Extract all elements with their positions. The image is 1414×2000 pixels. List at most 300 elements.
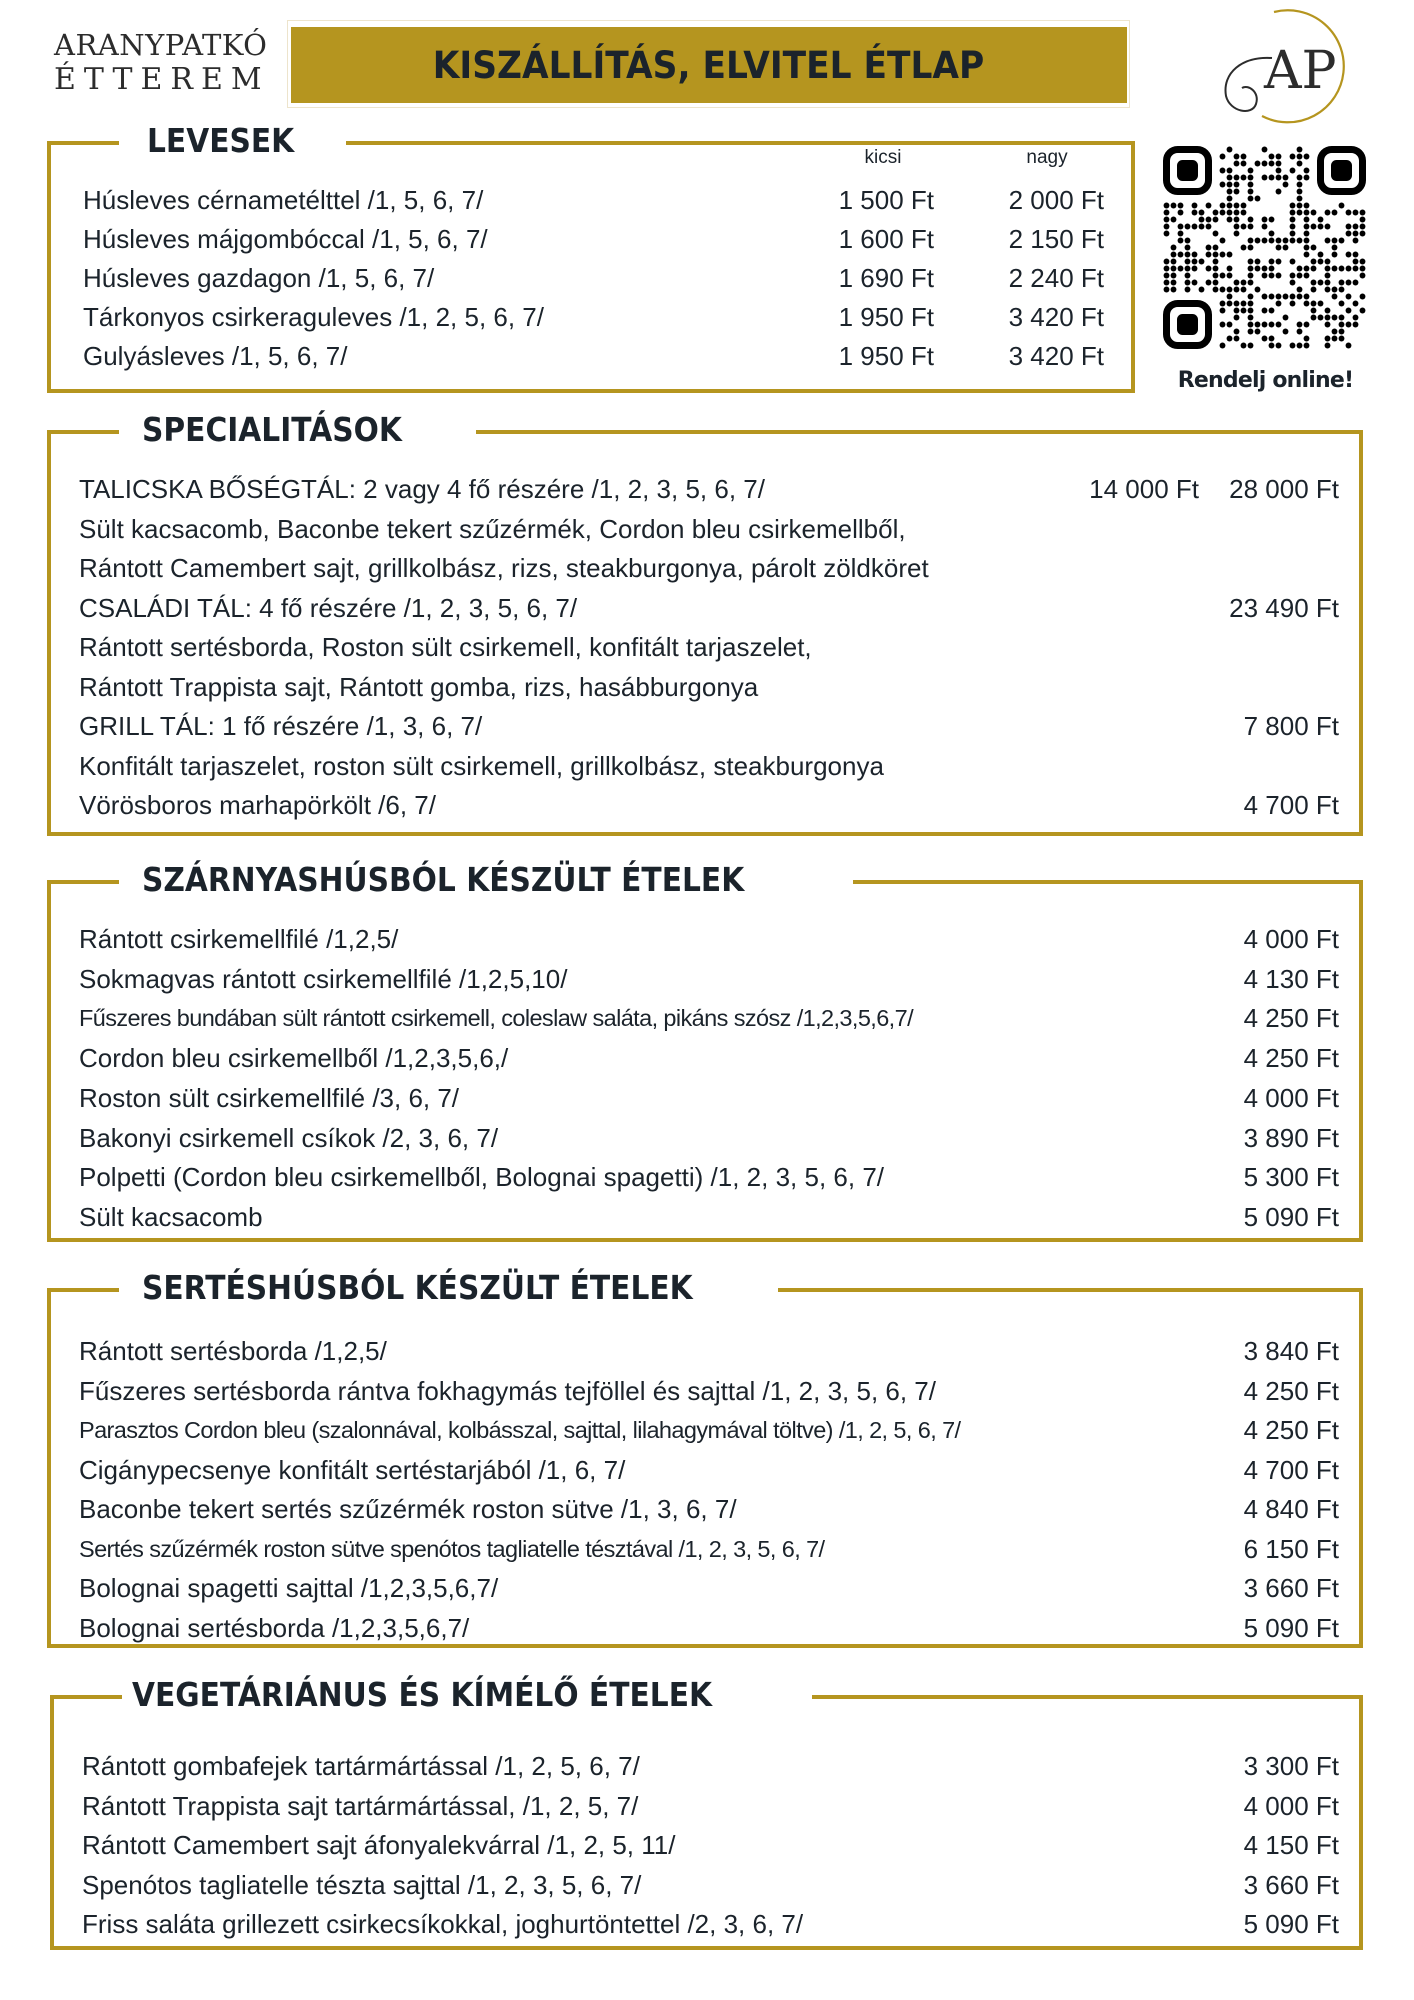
qr-module <box>1304 154 1310 160</box>
item-price-alt: 14 000 Ft <box>1089 474 1199 504</box>
qr-module <box>1178 203 1184 209</box>
qr-module <box>1206 280 1212 286</box>
qr-module <box>1241 301 1247 307</box>
item-name: Rántott csirkemellfilé /1,2,5/ <box>79 924 399 954</box>
box-top-line <box>812 1695 1363 1699</box>
qr-module <box>1255 287 1261 293</box>
qr-module <box>1290 238 1296 244</box>
qr-module <box>1206 245 1212 251</box>
qr-module <box>1227 217 1233 223</box>
qr-module <box>1234 336 1240 342</box>
menu-item <box>54 1905 1359 1943</box>
qr-module <box>1255 266 1261 272</box>
qr-module <box>1269 175 1275 181</box>
qr-module <box>1269 294 1275 300</box>
item-name: Húsleves májgombóccal /1, 5, 6, 7/ <box>83 224 488 254</box>
qr-module <box>1290 231 1296 237</box>
page-title: KISZÁLLÍTÁS, ELVITEL ÉTLAP <box>433 43 985 87</box>
qr-module <box>1248 175 1254 181</box>
qr-module <box>1339 315 1345 321</box>
qr-module <box>1360 210 1366 216</box>
item-price: 4 250 Ft <box>1243 1375 1339 1406</box>
menu-item <box>51 589 1359 627</box>
qr-module <box>1353 259 1359 265</box>
qr-module <box>1304 203 1310 209</box>
qr-module <box>1241 245 1247 251</box>
box-top-line <box>47 141 119 145</box>
qr-module <box>1339 301 1345 307</box>
qr-module <box>1332 315 1338 321</box>
qr-module <box>1269 266 1275 272</box>
qr-module <box>1276 189 1282 195</box>
qr-finder-center <box>1177 160 1198 181</box>
qr-module <box>1332 252 1338 258</box>
qr-module <box>1353 238 1359 244</box>
qr-module <box>1283 238 1289 244</box>
section-title: VEGETÁRIÁNUS ÉS KÍMÉLŐ ÉTELEK <box>132 1675 712 1714</box>
qr-module <box>1325 287 1331 293</box>
menu-item <box>51 960 1359 998</box>
qr-module <box>1339 322 1345 328</box>
menu-item <box>51 298 1131 336</box>
qr-module <box>1234 154 1240 160</box>
item-text: TALICSKA BŐSÉGTÁL: 2 vagy 4 fő részére /1, 2, 3, 5, 6, 7/ <box>79 474 765 504</box>
section-title: LEVESEK <box>147 121 295 160</box>
qr-module <box>1248 273 1254 279</box>
item-price: 5 090 Ft <box>1243 1909 1339 1939</box>
qr-module <box>1269 259 1275 265</box>
qr-module <box>1269 336 1275 342</box>
qr-module <box>1227 273 1233 279</box>
qr-module <box>1360 308 1366 314</box>
qr-module <box>1227 147 1233 153</box>
qr-module <box>1304 336 1310 342</box>
qr-module <box>1234 287 1240 293</box>
qr-module <box>1199 217 1205 223</box>
qr-module <box>1346 308 1352 314</box>
qr-module <box>1164 210 1170 216</box>
qr-module <box>1248 245 1254 251</box>
qr-module <box>1346 280 1352 286</box>
qr-module <box>1311 245 1317 251</box>
qr-module <box>1213 210 1219 216</box>
qr-module <box>1234 175 1240 181</box>
qr-module <box>1171 203 1177 209</box>
qr-module <box>1248 266 1254 272</box>
qr-module <box>1346 266 1352 272</box>
qr-module <box>1304 238 1310 244</box>
qr-module <box>1269 231 1275 237</box>
section-title: SZÁRNYASHÚSBÓL KÉSZÜLT ÉTELEK <box>142 860 745 899</box>
qr-module <box>1311 308 1317 314</box>
menu-item <box>51 668 1359 706</box>
qr-module <box>1325 210 1331 216</box>
qr-module <box>1192 259 1198 265</box>
qr-module <box>1262 224 1268 230</box>
qr-module <box>1276 343 1282 349</box>
qr-module <box>1206 217 1212 223</box>
qr-module <box>1332 287 1338 293</box>
qr-module <box>1185 245 1191 251</box>
qr-module <box>1276 161 1282 167</box>
qr-module <box>1290 224 1296 230</box>
item-name: Sült kacsacomb <box>79 1201 263 1232</box>
menu-item <box>51 1451 1359 1489</box>
item-price: 3 660 Ft <box>1243 1573 1339 1603</box>
qr-module <box>1220 203 1226 209</box>
qr-module <box>1325 273 1331 279</box>
item-price-small: 1 690 Ft <box>838 263 934 293</box>
qr-module <box>1304 343 1310 349</box>
item-name: Baconbe tekert sertés szűzérmék roston sütve /1, 3, 6, 7/ <box>79 1494 737 1524</box>
qr-module <box>1241 210 1247 216</box>
item-name: Cordon bleu csirkemellből /1,2,3,5,6,/ <box>79 1043 509 1074</box>
qr-module <box>1262 238 1268 244</box>
item-price: 3 660 Ft <box>1243 1869 1339 1900</box>
qr-module <box>1185 280 1191 286</box>
qr-module <box>1164 224 1170 230</box>
qr-module <box>1248 189 1254 195</box>
qr-module <box>1290 210 1296 216</box>
qr-module <box>1262 266 1268 272</box>
qr-module <box>1276 294 1282 300</box>
qr-finder-center <box>1177 314 1198 335</box>
box-top-line <box>346 141 1135 145</box>
qr-module <box>1325 238 1331 244</box>
menu-item <box>51 1372 1359 1410</box>
qr-module <box>1234 301 1240 307</box>
qr-module <box>1220 154 1226 160</box>
qr-module <box>1234 231 1240 237</box>
item-price-large: 2 240 Ft <box>1008 263 1104 293</box>
qr-module <box>1213 252 1219 258</box>
qr-module <box>1227 322 1233 328</box>
qr-module <box>1353 210 1359 216</box>
item-price: 3 890 Ft <box>1243 1122 1339 1153</box>
qr-module <box>1171 252 1177 258</box>
qr-module <box>1255 238 1261 244</box>
qr-module <box>1234 182 1240 188</box>
qr-module <box>1192 224 1198 230</box>
qr-module <box>1269 343 1275 349</box>
qr-module <box>1234 329 1240 335</box>
menu-item <box>51 549 1359 587</box>
item-price: 5 300 Ft <box>1243 1162 1339 1193</box>
item-price: 3 300 Ft <box>1243 1751 1339 1781</box>
qr-module <box>1241 224 1247 230</box>
qr-module <box>1297 182 1303 188</box>
qr-module <box>1262 322 1268 328</box>
qr-module <box>1297 196 1303 202</box>
qr-module <box>1332 245 1338 251</box>
menu-item <box>51 747 1359 785</box>
qr-module <box>1206 252 1212 258</box>
qr-module <box>1290 217 1296 223</box>
qr-module <box>1283 245 1289 251</box>
qr-module <box>1276 301 1282 307</box>
qr-module <box>1227 168 1233 174</box>
qr-module <box>1297 322 1303 328</box>
qr-module <box>1241 175 1247 181</box>
qr-module <box>1304 175 1310 181</box>
qr-module <box>1220 301 1226 307</box>
menu-item <box>51 1490 1359 1528</box>
item-name: Cigánypecsenye konfitált sertéstarjából /1, 6, 7/ <box>79 1454 626 1485</box>
qr-module <box>1164 266 1170 272</box>
menu-item <box>51 707 1359 745</box>
qr-module <box>1346 294 1352 300</box>
qr-module <box>1248 322 1254 328</box>
section-szarnyas <box>47 860 1363 1242</box>
item-name: Sokmagvas rántott csirkemellfilé /1,2,5,10/ <box>79 963 568 994</box>
item-price: 28 000 Ft <box>1229 474 1339 504</box>
qr-module <box>1227 182 1233 188</box>
qr-module <box>1234 315 1240 321</box>
qr-module <box>1346 343 1352 349</box>
logo-monogram-text: AP <box>1264 41 1337 101</box>
item-price-small: 1 500 Ft <box>838 185 934 215</box>
qr-module <box>1332 329 1338 335</box>
qr-module <box>1311 266 1317 272</box>
menu-item <box>54 1826 1359 1864</box>
qr-module <box>1339 238 1345 244</box>
qr-module <box>1353 280 1359 286</box>
item-name: Sertés szűzérmék roston sütve spenótos tagliatelle tésztával /1, 2, 3, 5, 6, 7/ <box>79 1535 825 1562</box>
section-levesek <box>47 121 1135 393</box>
menu-item <box>54 1747 1359 1785</box>
qr-module <box>1304 168 1310 174</box>
menu-item <box>51 1609 1359 1647</box>
qr-module <box>1297 294 1303 300</box>
qr-module <box>1290 343 1296 349</box>
menu-item <box>54 1787 1359 1825</box>
qr-module <box>1220 287 1226 293</box>
qr-module <box>1262 294 1268 300</box>
item-price: 4 840 Ft <box>1243 1494 1339 1524</box>
qr-module <box>1199 287 1205 293</box>
item-text: CSALÁDI TÁL: 4 fő részére /1, 2, 3, 5, 6, 7/ <box>79 592 578 623</box>
qr-module <box>1290 273 1296 279</box>
qr-module <box>1171 217 1177 223</box>
qr-module <box>1178 238 1184 244</box>
column-header-small: kicsi <box>864 147 902 168</box>
qr-module <box>1227 196 1233 202</box>
qr-module <box>1325 259 1331 265</box>
qr-module <box>1192 266 1198 272</box>
qr-module <box>1234 189 1240 195</box>
qr-module <box>1332 238 1338 244</box>
qr-module <box>1318 252 1324 258</box>
qr-module <box>1248 301 1254 307</box>
qr-module <box>1360 224 1366 230</box>
qr-module <box>1353 322 1359 328</box>
section-sertes <box>47 1268 1363 1648</box>
qr-module <box>1213 217 1219 223</box>
qr-module <box>1269 308 1275 314</box>
menu-item <box>51 1530 1359 1568</box>
qr-module <box>1318 315 1324 321</box>
qr-module <box>1276 175 1282 181</box>
qr-module <box>1276 238 1282 244</box>
qr-module <box>1297 266 1303 272</box>
item-name: Parasztos Cordon bleu (szalonnával, kolbásszal, sajttal, lilahagymával töltve) /1, 2, 5, 6, 7/ <box>79 1417 961 1443</box>
box-top-line <box>47 430 119 434</box>
qr-module <box>1283 315 1289 321</box>
qr-module <box>1297 147 1303 153</box>
qr-module <box>1178 252 1184 258</box>
qr-module <box>1353 252 1359 258</box>
menu-item <box>51 1332 1359 1370</box>
qr-module <box>1248 182 1254 188</box>
qr-module <box>1346 322 1352 328</box>
qr-module <box>1290 280 1296 286</box>
qr-module <box>1346 224 1352 230</box>
qr-module <box>1220 273 1226 279</box>
qr-module <box>1311 210 1317 216</box>
qr-module <box>1248 196 1254 202</box>
qr-module <box>1234 203 1240 209</box>
item-name: Bakonyi csirkemell csíkok /2, 3, 6, 7/ <box>79 1122 499 1153</box>
qr-module <box>1262 308 1268 314</box>
qr-module <box>1248 280 1254 286</box>
item-name: Spenótos tagliatelle tészta sajttal /1, 2, 3, 5, 6, 7/ <box>82 1869 642 1900</box>
qr-module <box>1276 259 1282 265</box>
item-text: Konfitált tarjaszelet, roston sült csirkemell, grillkolbász, steakburgonya <box>79 750 884 781</box>
item-price: 4 150 Ft <box>1243 1830 1339 1860</box>
qr-module <box>1220 168 1226 174</box>
qr-module <box>1192 280 1198 286</box>
qr-module <box>1346 231 1352 237</box>
qr-module <box>1325 322 1331 328</box>
qr-module <box>1297 273 1303 279</box>
qr-module <box>1269 217 1275 223</box>
qr-module <box>1297 189 1303 195</box>
item-name: Bolognai sertésborda /1,2,3,5,6,7/ <box>79 1612 470 1643</box>
item-price: 4 000 Ft <box>1243 1790 1339 1821</box>
qr-module <box>1248 224 1254 230</box>
qr-module <box>1339 280 1345 286</box>
qr-module <box>1234 161 1240 167</box>
item-price: 5 090 Ft <box>1243 1612 1339 1643</box>
menu-item <box>51 999 1359 1037</box>
qr-module <box>1318 301 1324 307</box>
item-price-large: 3 420 Ft <box>1008 302 1104 332</box>
qr-module <box>1339 336 1345 342</box>
qr-module <box>1325 266 1331 272</box>
order-online-link[interactable]: Rendelj online! <box>1177 368 1354 393</box>
item-price: 4 700 Ft <box>1243 790 1339 820</box>
qr-module <box>1220 252 1226 258</box>
qr-module <box>1304 245 1310 251</box>
menu-item <box>51 181 1131 219</box>
qr-module <box>1290 294 1296 300</box>
qr-module <box>1227 294 1233 300</box>
qr-module <box>1206 203 1212 209</box>
qr-module <box>1262 217 1268 223</box>
qr-module <box>1255 259 1261 265</box>
menu-item <box>51 920 1359 958</box>
qr-module <box>1283 175 1289 181</box>
qr-module <box>1311 280 1317 286</box>
qr-module <box>1171 259 1177 265</box>
qr-module <box>1248 308 1254 314</box>
qr-finder-center <box>1331 160 1352 181</box>
qr-module <box>1339 203 1345 209</box>
qr-module <box>1262 336 1268 342</box>
qr-module <box>1332 266 1338 272</box>
qr-module <box>1234 308 1240 314</box>
qr-module <box>1192 210 1198 216</box>
qr-module <box>1164 203 1170 209</box>
menu-item <box>51 259 1131 297</box>
qr-module <box>1220 238 1226 244</box>
box-top-line <box>778 1288 1363 1292</box>
qr-module <box>1304 252 1310 258</box>
qr-module <box>1241 203 1247 209</box>
qr-module <box>1346 252 1352 258</box>
qr-module <box>1213 259 1219 265</box>
menu-item <box>51 1411 1359 1449</box>
qr-module <box>1262 147 1268 153</box>
qr-module <box>1227 210 1233 216</box>
qr-module <box>1304 322 1310 328</box>
item-name: Rántott sertésborda /1,2,5/ <box>79 1336 387 1366</box>
qr-module <box>1262 175 1268 181</box>
menu-item <box>51 1079 1359 1117</box>
item-price: 4 250 Ft <box>1243 1043 1339 1074</box>
qr-module <box>1227 203 1233 209</box>
qr-module <box>1353 315 1359 321</box>
qr-module <box>1234 280 1240 286</box>
item-price: 23 490 Ft <box>1229 592 1339 623</box>
qr-module <box>1297 287 1303 293</box>
menu-item <box>51 470 1359 508</box>
qr-module <box>1206 266 1212 272</box>
section-title: SERTÉSHÚSBÓL KÉSZÜLT ÉTELEK <box>142 1268 693 1307</box>
qr-module <box>1255 322 1261 328</box>
qr-module <box>1227 252 1233 258</box>
qr-module <box>1304 231 1310 237</box>
qr-module <box>1311 301 1317 307</box>
qr-module <box>1248 329 1254 335</box>
qr-module <box>1220 210 1226 216</box>
qr-module <box>1276 322 1282 328</box>
qr-module <box>1290 154 1296 160</box>
qr-module <box>1318 217 1324 223</box>
item-name: Friss saláta grillezett csirkecsíkokkal, joghurtöntettel /2, 3, 6, 7/ <box>82 1909 804 1939</box>
menu-item <box>51 786 1359 824</box>
item-price: 4 000 Ft <box>1243 1082 1339 1113</box>
qr-module <box>1164 259 1170 265</box>
item-name: Fűszeres bundában sült rántott csirkemell, coleslaw saláta, pikáns szósz /1,2,3,5,6,7/ <box>79 1005 914 1032</box>
qr-module <box>1360 294 1366 300</box>
qr-module <box>1283 182 1289 188</box>
qr-module <box>1164 273 1170 279</box>
qr-module <box>1269 273 1275 279</box>
qr-module <box>1269 154 1275 160</box>
qr-module <box>1185 259 1191 265</box>
qr-module <box>1241 161 1247 167</box>
qr-module <box>1248 259 1254 265</box>
qr-module <box>1339 287 1345 293</box>
qr-module <box>1241 343 1247 349</box>
item-name: Gulyásleves /1, 5, 6, 7/ <box>83 341 348 371</box>
qr-module <box>1178 210 1184 216</box>
qr-module <box>1332 294 1338 300</box>
item-price: 4 250 Ft <box>1243 1003 1339 1034</box>
qr-code-icon[interactable] <box>1163 146 1366 349</box>
item-text: Rántott sertésborda, Roston sült csirkemell, konfitált tarjaszelet, <box>79 632 812 662</box>
